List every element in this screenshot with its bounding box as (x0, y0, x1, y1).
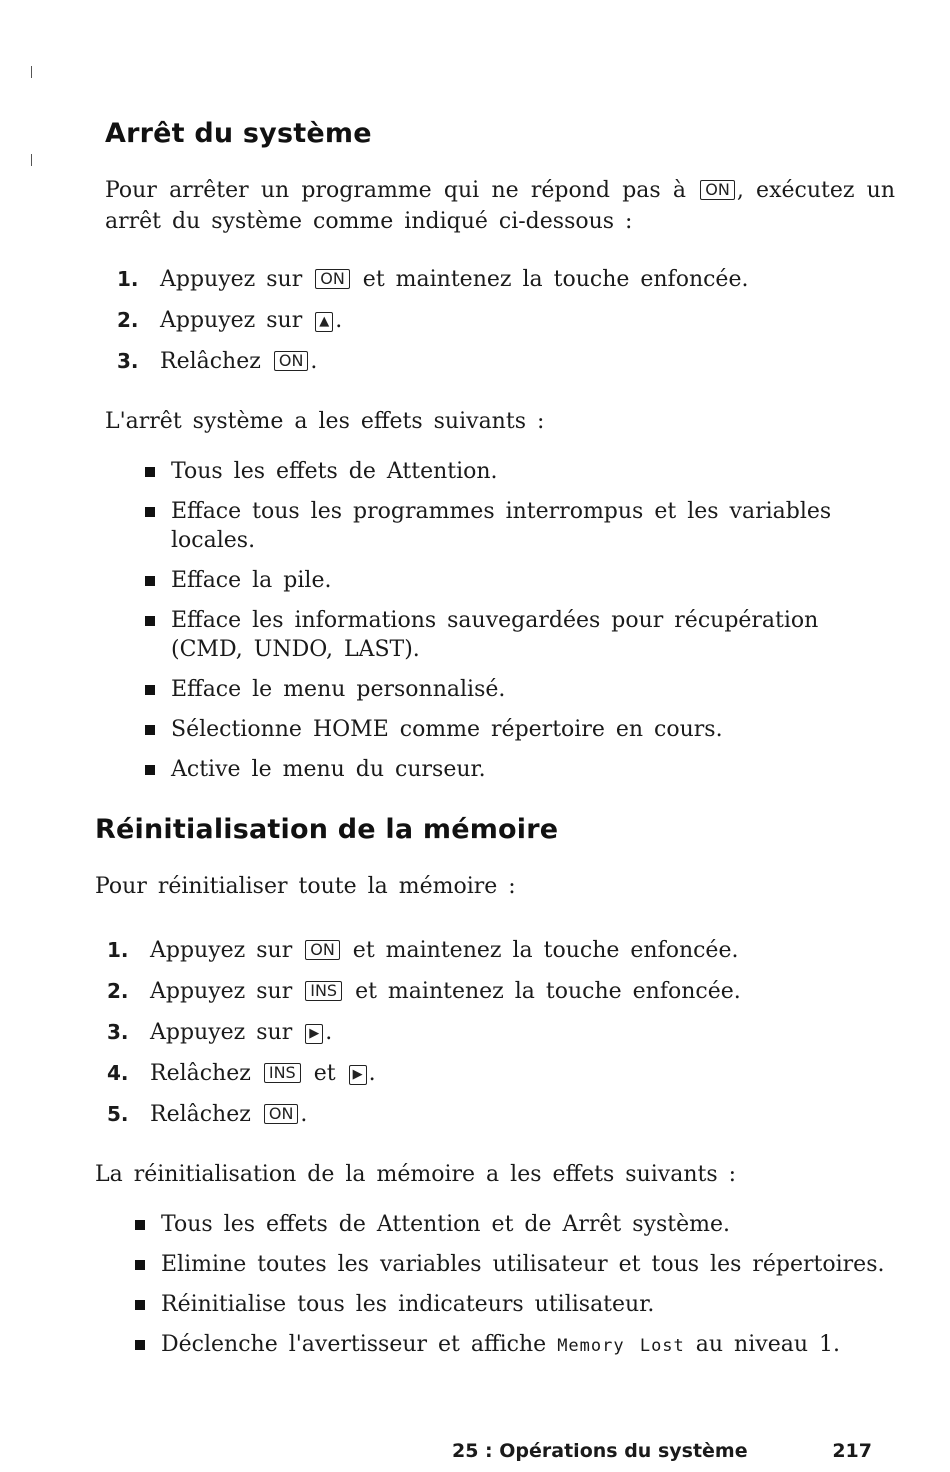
step-number: 3. (107, 1020, 129, 1044)
step-text: Appuyez sur (160, 267, 303, 292)
effect-item (145, 675, 895, 704)
step-text: . (335, 308, 343, 333)
effect-item (135, 1330, 885, 1361)
effects-list (95, 1210, 885, 1361)
step-number: 4. (107, 1061, 129, 1085)
square-bullet-icon (135, 1220, 145, 1230)
effect-text: au niveau 1. (695, 1332, 840, 1357)
effect-text: Efface tous les programmes interrompus et les variables locales. (171, 499, 832, 553)
page-footer (452, 1440, 872, 1462)
step-text: Appuyez sur (150, 1020, 293, 1045)
square-bullet-icon (145, 616, 155, 626)
section-memory-reset (95, 814, 885, 1372)
right-arrow-key-icon: ▶ (305, 1024, 323, 1044)
step-text: Appuyez sur (160, 308, 303, 333)
section-title: Réinitialisation de la mémoire (95, 814, 559, 845)
effects-list (105, 457, 895, 784)
step-text: et maintenez la touche enfoncée. (352, 938, 739, 963)
step-text: . (325, 1020, 333, 1045)
effect-text: Tous les effets de Attention. (171, 459, 498, 484)
effect-item (135, 1250, 885, 1279)
ins-key: INS (264, 1063, 301, 1083)
effect-text: Efface les informations sauvegardées pour récupération (CMD, UNDO, LAST). (171, 608, 819, 662)
display-message: Memory Lost (557, 1336, 685, 1356)
effect-text: Active le menu du curseur. (171, 757, 486, 782)
on-key: ON (700, 180, 735, 200)
step-item (107, 1094, 885, 1135)
square-bullet-icon (145, 725, 155, 735)
step-text: . (310, 349, 318, 374)
section-system-halt (105, 118, 895, 795)
step-text: . (300, 1102, 308, 1127)
step-item (117, 259, 895, 300)
square-bullet-icon (145, 576, 155, 586)
square-bullet-icon (145, 507, 155, 517)
step-text: Relâchez (160, 349, 261, 374)
on-key: ON (274, 351, 309, 371)
step-number: 1. (117, 267, 139, 291)
step-number: 2. (107, 979, 129, 1003)
step-text: Relâchez (150, 1102, 251, 1127)
section-title: Arrêt du système (105, 118, 372, 149)
on-key: ON (264, 1104, 299, 1124)
square-bullet-icon (145, 685, 155, 695)
step-item (107, 1012, 885, 1053)
effect-item (145, 566, 895, 595)
square-bullet-icon (135, 1300, 145, 1310)
effect-item (145, 497, 895, 555)
on-key: ON (315, 269, 350, 289)
intro-text: Pour arrêter un programme qui ne répond pas à (105, 178, 687, 203)
chapter-title: 25 : Opérations du système (452, 1440, 748, 1462)
intro-paragraph: Pour réinitialiser toute la mémoire : (95, 874, 516, 899)
page-number: 217 (832, 1440, 872, 1462)
step-text: Relâchez (150, 1061, 251, 1086)
square-bullet-icon (145, 467, 155, 477)
up-arrow-key-icon: ▲ (315, 312, 333, 332)
effects-intro: La réinitialisation de la mémoire a les effets suivants : (95, 1162, 737, 1187)
step-item (107, 1053, 885, 1094)
margin-tick (31, 154, 32, 166)
steps-list (105, 259, 895, 382)
step-text: et maintenez la touche enfoncée. (355, 979, 741, 1004)
step-number: 3. (117, 349, 139, 373)
square-bullet-icon (145, 765, 155, 775)
step-item (107, 971, 885, 1012)
step-text: et (313, 1061, 336, 1086)
effect-item (145, 606, 895, 664)
steps-list (95, 930, 885, 1135)
square-bullet-icon (135, 1260, 145, 1270)
effects-intro: L'arrêt système a les effets suivants : (105, 409, 545, 434)
effect-item (135, 1290, 885, 1319)
step-number: 1. (107, 938, 129, 962)
intro-text: , exécutez un arrêt du système comme indiqué ci-dessous : (105, 178, 895, 234)
on-key: ON (305, 940, 340, 960)
effect-text: Efface le menu personnalisé. (171, 677, 506, 702)
step-item (117, 341, 895, 382)
intro-paragraph (105, 175, 895, 237)
effect-item (145, 715, 895, 744)
step-text: Appuyez sur (150, 938, 293, 963)
step-number: 2. (117, 308, 139, 332)
step-number: 5. (107, 1102, 129, 1126)
step-item (117, 300, 895, 341)
effect-text: Elimine toutes les variables utilisateur et tous les répertoires. (161, 1252, 885, 1277)
effect-text: Réinitialise tous les indicateurs utilisateur. (161, 1292, 655, 1317)
effect-text: Sélectionne HOME comme répertoire en cours. (171, 717, 723, 742)
right-arrow-key-icon: ▶ (349, 1065, 367, 1085)
step-item (107, 930, 885, 971)
effect-item (135, 1210, 885, 1239)
ins-key: INS (305, 981, 342, 1001)
effect-text: Efface la pile. (171, 568, 332, 593)
effect-item (145, 457, 895, 486)
square-bullet-icon (135, 1340, 145, 1350)
step-text: . (368, 1061, 376, 1086)
step-text: Appuyez sur (150, 979, 293, 1004)
margin-tick (31, 66, 32, 78)
effect-text: Tous les effets de Attention et de Arrêt système. (161, 1212, 731, 1237)
effect-text: Déclenche l'avertisseur et affiche (161, 1332, 547, 1357)
step-text: et maintenez la touche enfoncée. (362, 267, 749, 292)
effect-item (145, 755, 895, 784)
